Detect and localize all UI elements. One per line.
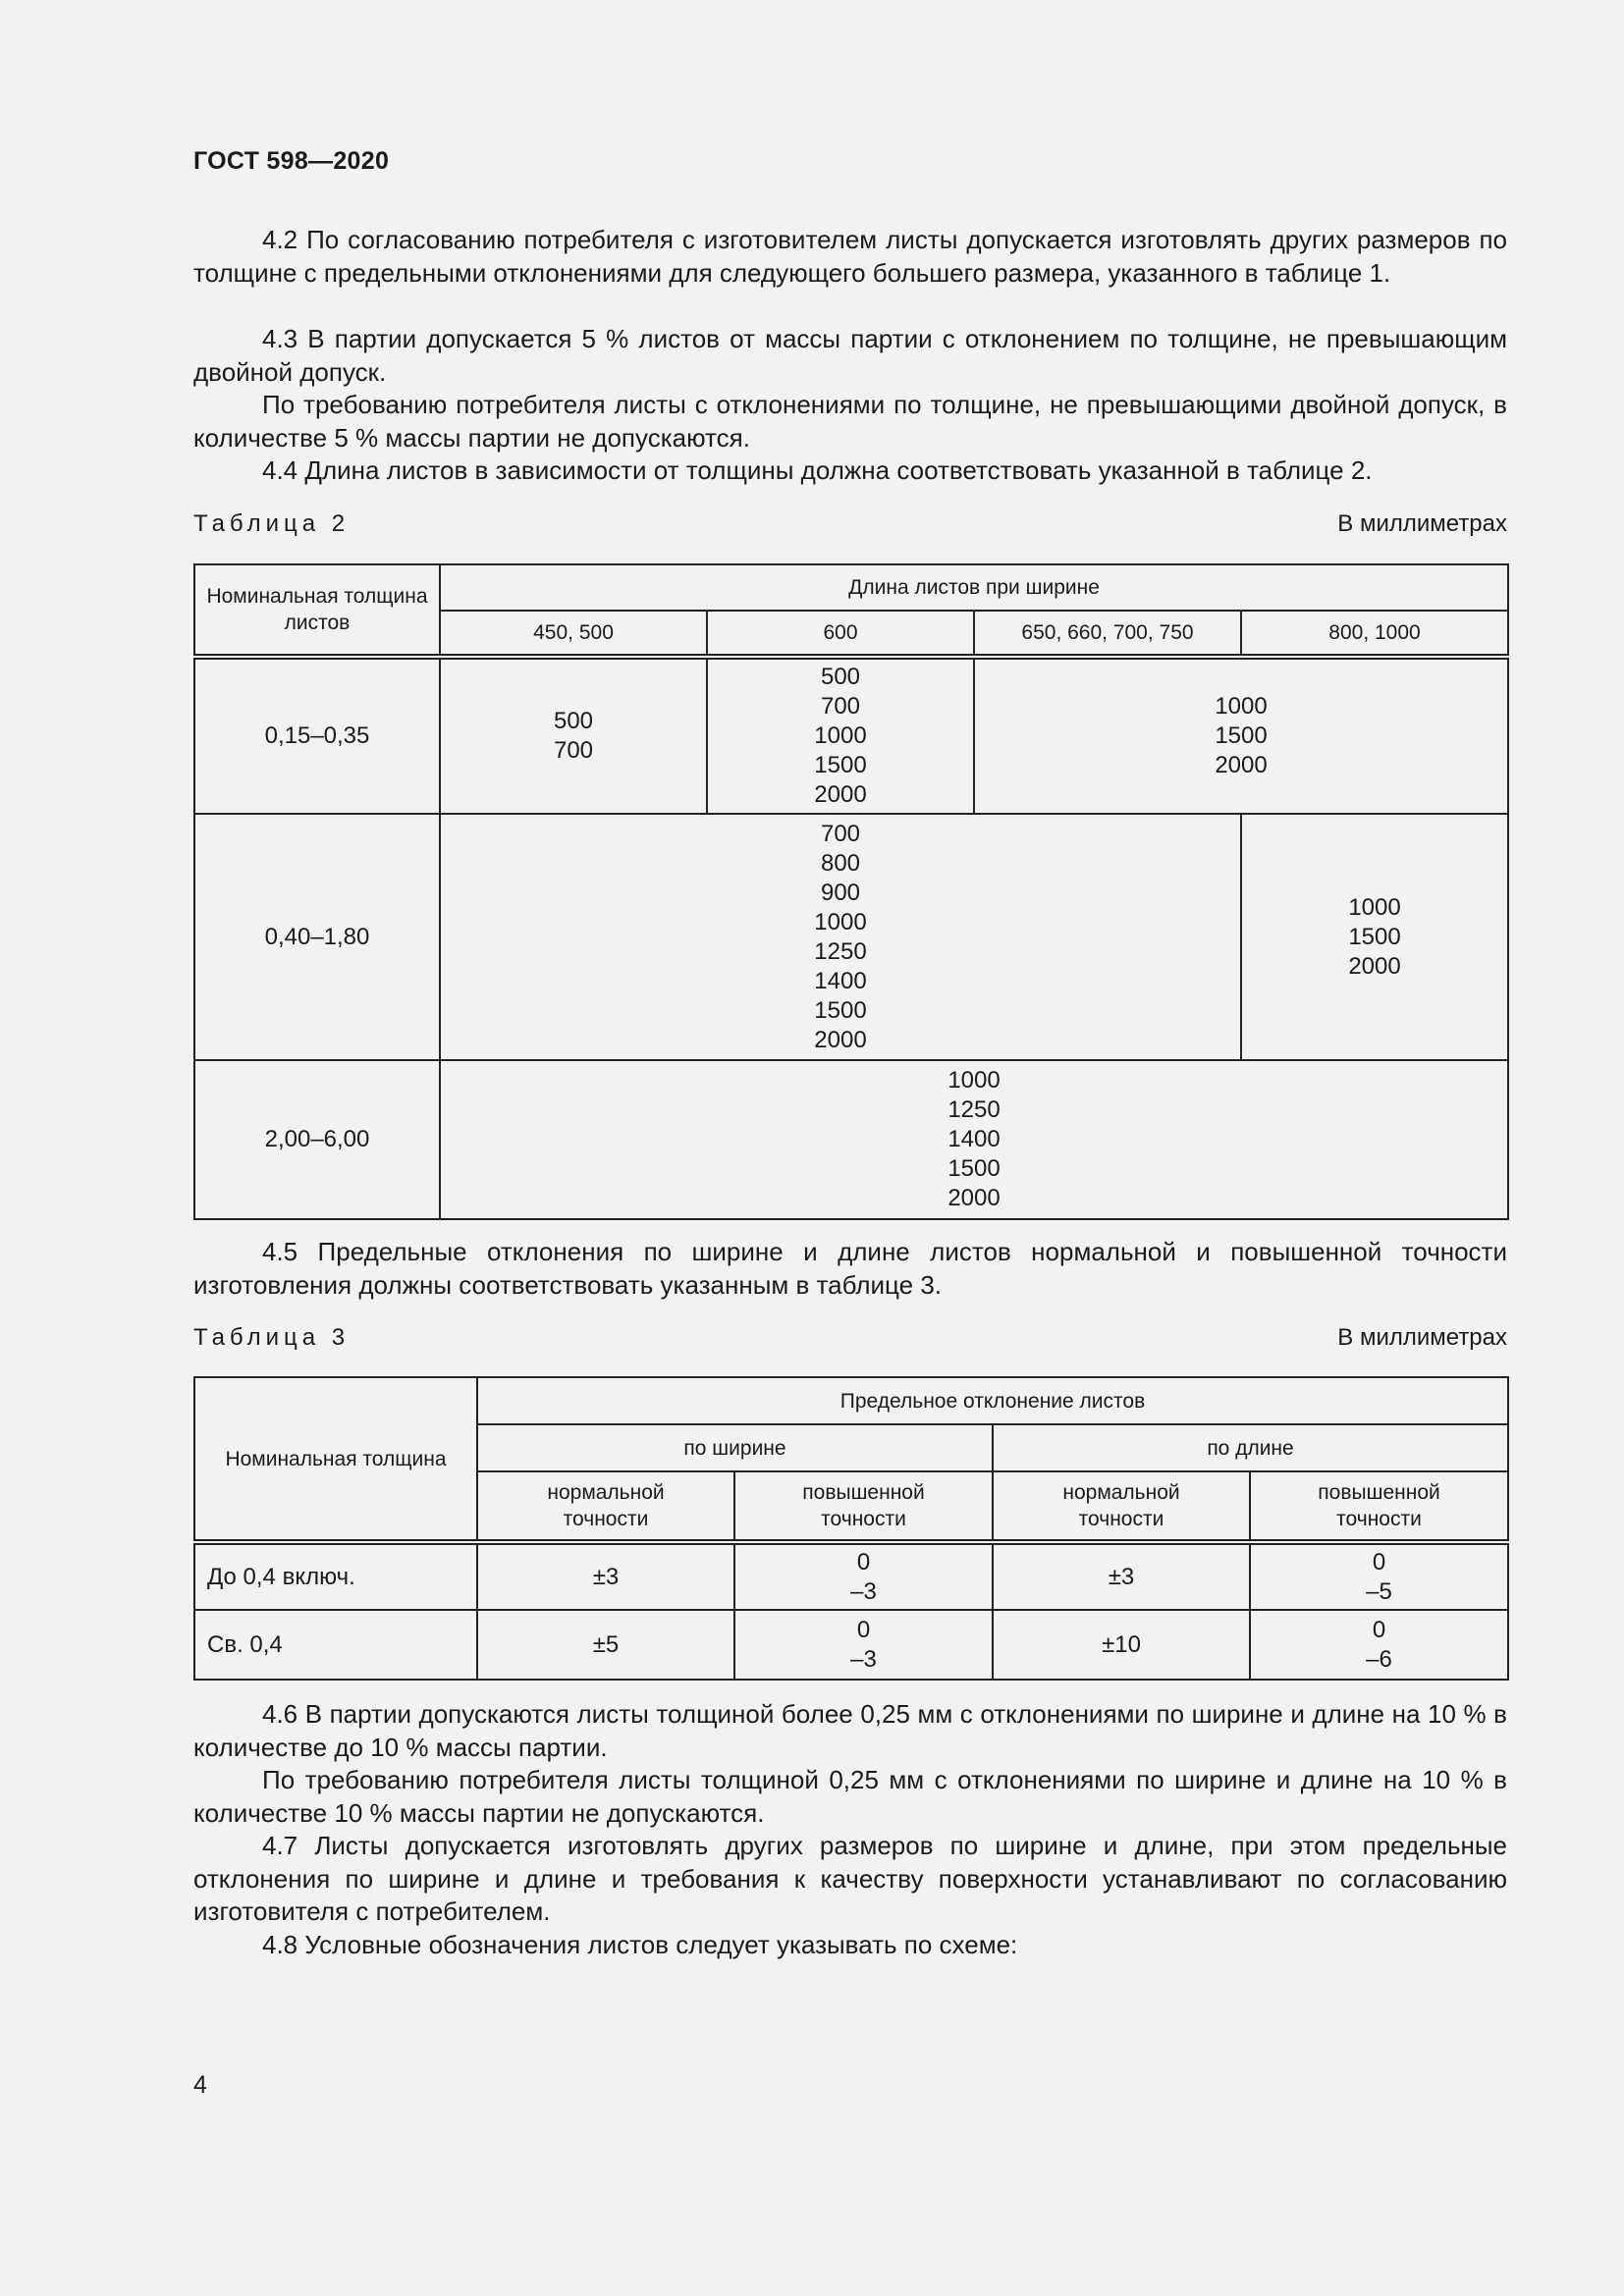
table3-header-thickness: Номинальная толщина (194, 1377, 477, 1542)
table3-value-cell: 0 –3 (734, 1610, 993, 1680)
table3-value-cell: ±3 (993, 1542, 1250, 1610)
paragraph-4-6-b: По требованию потребителя листы толщиной 0,25 мм с отклонениями по ширине и длине на 10 % в количестве 10 % массы партии не допускаются. (193, 1765, 1507, 1828)
table-2 (193, 563, 1509, 1220)
table3-value-cell: ±3 (477, 1542, 734, 1610)
paragraph-4-3-b: По требованию потребителя листы с отклонениями по толщине, не превышающими двойной допуск, в количестве 5 % массы партии не допускаются. (193, 390, 1507, 453)
table3-header-by-length: по длине (993, 1424, 1508, 1471)
table-row (194, 814, 1508, 1060)
table3-header-by-width: по ширине (477, 1424, 993, 1471)
table3-units: В миллиметрах (1337, 1324, 1507, 1351)
document-code: ГОСТ 598—2020 (193, 147, 390, 175)
table2-length-cell: 500 700 (440, 657, 707, 814)
table2-thickness-cell: 0,15–0,35 (194, 657, 440, 814)
table3-header-normal: нормальной точности (993, 1471, 1250, 1542)
table-row (194, 1542, 1508, 1610)
table-row (194, 1060, 1508, 1219)
table2-length-cell: 1000 1500 2000 (974, 657, 1508, 814)
table2-width-col-1: 450, 500 (440, 611, 707, 657)
paragraph-4-3: 4.3 В партии допускается 5 % листов от массы партии с отклонением по толщине, не превышающим двойной допуск. (193, 324, 1507, 387)
table2-length-cell: 500 700 1000 1500 2000 (707, 657, 974, 814)
table2-units: В миллиметрах (1337, 510, 1507, 537)
table3-value-cell: ±10 (993, 1610, 1250, 1680)
paragraph-4-6: 4.6 В партии допускаются листы толщиной более 0,25 мм с отклонениями по ширине и длине на 10 % в количестве до 10 % массы партии. (193, 1699, 1507, 1762)
table2-length-cell: 1000 1500 2000 (1241, 814, 1508, 1060)
table3-value-cell: ±5 (477, 1610, 734, 1680)
table2-thickness-cell: 0,40–1,80 (194, 814, 440, 1060)
table3-header-normal: нормальной точности (477, 1471, 734, 1542)
table2-caption: Таблица 2 (193, 510, 351, 537)
table3-caption: Таблица 3 (193, 1324, 351, 1351)
table-row (194, 657, 1508, 814)
table3-value-cell: 0 –6 (1250, 1610, 1508, 1680)
paragraph-4-2: 4.2 По согласованию потребителя с изготовителем листы допускается изготовлять других размеров по толщине с предельными отклонениями для следующего большего размера, указанного в таблице 1. (193, 225, 1507, 288)
table3-header-high: повышенной точности (734, 1471, 993, 1542)
table2-length-cell: 700 800 900 1000 1250 1400 1500 2000 (440, 814, 1241, 1060)
table3-value-cell: 0 –3 (734, 1542, 993, 1610)
paragraph-4-7: 4.7 Листы допускается изготовлять других размеров по ширине и длине, при этом предельные отклонения по ширине и длине и требования к качеству поверхности устанавливают по согласованию изготовителя с потребителем. (193, 1831, 1507, 1926)
paragraph-4-5: 4.5 Предельные отклонения по ширине и длине листов нормальной и повышенной точности изготовления должны соответствовать указанным в таблице 3. (193, 1237, 1507, 1300)
table2-width-col-4: 800, 1000 (1241, 611, 1508, 657)
paragraph-4-4: 4.4 Длина листов в зависимости от толщины должна соответствовать указанной в таблице 2. (262, 455, 1373, 485)
table2-thickness-cell: 2,00–6,00 (194, 1060, 440, 1219)
table-row (194, 1610, 1508, 1680)
table2-width-col-2: 600 (707, 611, 974, 657)
paragraph-4-8: 4.8 Условные обозначения листов следует указывать по схеме: (262, 1930, 1018, 1959)
table3-thickness-cell: Св. 0,4 (194, 1610, 477, 1680)
table2-header-length: Длина листов при ширине (440, 564, 1508, 611)
table2-width-col-3: 650, 660, 700, 750 (974, 611, 1241, 657)
table2-length-cell: 1000 1250 1400 1500 2000 (440, 1060, 1508, 1219)
table3-value-cell: 0 –5 (1250, 1542, 1508, 1610)
table3-header-high: повышенной точности (1250, 1471, 1508, 1542)
table3-header-deviation: Предельное отклонение листов (477, 1377, 1508, 1424)
table-3 (193, 1376, 1509, 1681)
table2-header-thickness: Номинальная толщина листов (194, 564, 440, 657)
table3-thickness-cell: До 0,4 включ. (194, 1542, 477, 1610)
page-number: 4 (193, 2071, 207, 2099)
